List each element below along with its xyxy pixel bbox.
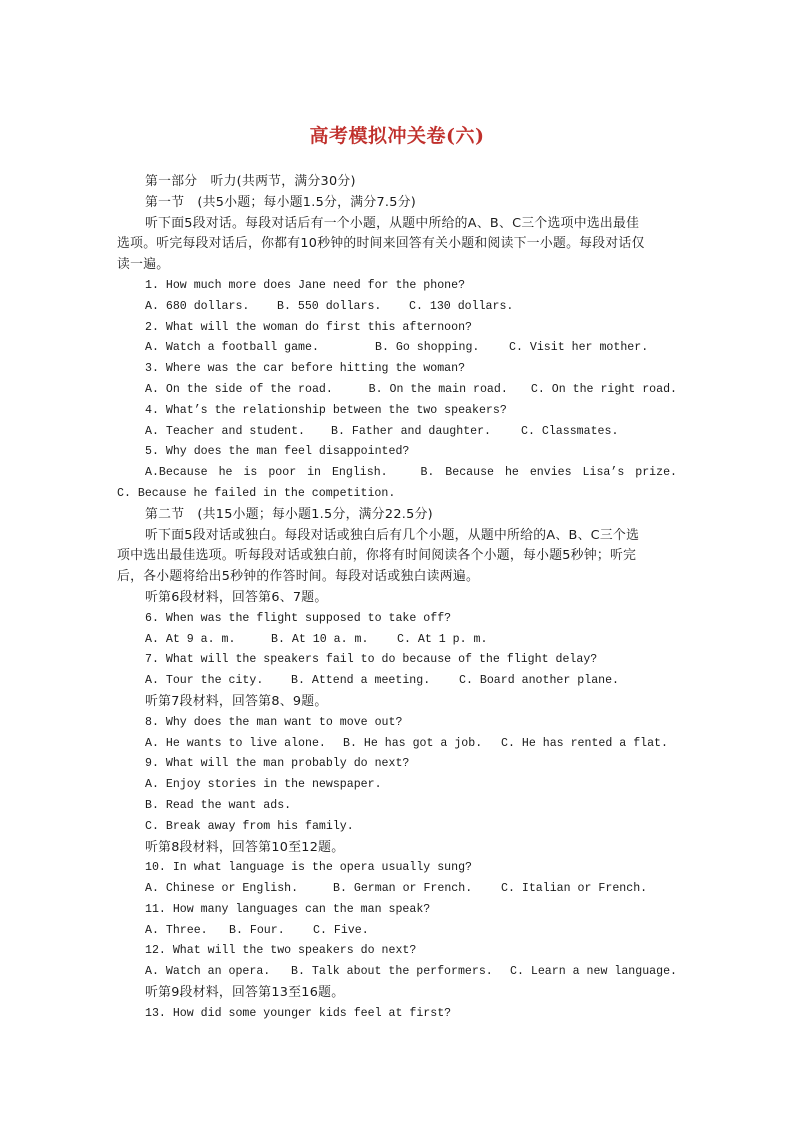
option-a: A. On the side of the road. xyxy=(145,382,333,396)
question-3-stem: 3. Where was the car before hitting the woman? xyxy=(145,362,466,376)
question-4-stem: 4. What’s the relationship between the two speakers? xyxy=(145,403,507,417)
question-4-options xyxy=(117,422,677,443)
option-a: A. He wants to live alone. xyxy=(145,736,326,750)
question-12-options xyxy=(117,962,677,983)
option-a: A. Watch an opera. xyxy=(145,965,271,979)
question-10-stem: 10. In what language is the opera usually sung? xyxy=(145,861,472,875)
option-c: C. On the right road. xyxy=(530,382,677,396)
option-c: C. At 1 p. m. xyxy=(397,632,488,646)
option-b: B. Father and daughter. xyxy=(331,424,492,438)
option-a: A. Chinese or English. xyxy=(145,882,299,896)
section2-instruction-line3: 后，各小题将给出5秒钟的作答时间。每段对话或独白读两遍。 xyxy=(117,569,480,585)
option-a: A. Teacher and student. xyxy=(145,424,306,438)
question-6-options xyxy=(117,630,677,651)
question-11-options xyxy=(117,921,677,942)
question-9-option-c: C. Break away from his family. xyxy=(145,819,354,833)
question-2-stem: 2. What will the woman do first this afternoon? xyxy=(145,320,472,334)
option-c: C. 130 dollars. xyxy=(409,299,514,313)
question-12-stem: 12. What will the two speakers do next? xyxy=(145,944,417,958)
section1-instruction-line1: 听下面5段对话。每段对话后有一个小题，从题中所给的A、B、C三个选项中选出最佳 xyxy=(145,215,640,231)
option-c: C. Classmates. xyxy=(521,424,619,438)
question-9-option-a: A. Enjoy stories in the newspaper. xyxy=(145,778,382,792)
option-c: C. He has rented a flat. xyxy=(501,736,668,750)
option-a: A. Three. xyxy=(145,923,208,937)
question-7-stem: 7. What will the speakers fail to do because of the flight delay? xyxy=(145,653,598,667)
section1-instruction-line3: 读一遍。 xyxy=(117,257,170,273)
question-9-stem: 9. What will the man probably do next? xyxy=(145,757,410,771)
exam-content xyxy=(117,172,677,1025)
section2-instruction-line1: 听下面5段对话或独白。每段对话或独白后有几个小题，从题中所给的A、B、C三个选 xyxy=(145,527,640,543)
option-b: B. Talk about the performers. xyxy=(291,965,493,979)
option-b: B. German or French. xyxy=(333,882,473,896)
part1-heading: 第一部分 听力(共两节，满分30分) xyxy=(145,174,356,189)
question-8-options xyxy=(117,734,677,755)
option-b: B. Four. xyxy=(229,923,285,937)
question-5-options-row1 xyxy=(117,463,677,484)
option-c: C. Learn a new language. xyxy=(510,965,677,979)
option-b: B. Because he envies Lisa’s prize. xyxy=(420,466,677,480)
section2-instruction-line2: 项中选出最佳选项。听每段对话或独白前，你将有时间阅读各个小题，每小题5秒钟；听完 xyxy=(117,548,637,564)
option-b: B. Go shopping. xyxy=(375,341,480,355)
question-13-stem: 13. How did some younger kids feel at first? xyxy=(145,1006,452,1020)
question-10-options xyxy=(117,879,677,900)
question-2-options xyxy=(117,338,677,359)
option-b: B. 550 dollars. xyxy=(277,299,382,313)
option-b: B. He has got a job. xyxy=(343,736,483,750)
question-5-option-c: C. Because he failed in the competition. xyxy=(117,486,396,500)
option-c: C. Five. xyxy=(313,923,369,937)
option-b: B. At 10 a. m. xyxy=(271,632,369,646)
option-c: C. Board another plane. xyxy=(459,674,620,688)
question-6-stem: 6. When was the flight supposed to take off? xyxy=(145,611,452,625)
option-a: A.Because he is poor in English. xyxy=(145,466,388,480)
page-title: 高考模拟冲关卷(六) xyxy=(309,125,485,147)
question-11-stem: 11. How many languages can the man speak? xyxy=(145,902,431,916)
option-b: B. On the main road. xyxy=(368,382,508,396)
question-9-option-b: B. Read the want ads. xyxy=(145,798,292,812)
question-3-options xyxy=(117,380,677,401)
section2-heading: 第二节 (共15小题；每小题1.5分，满分22.5分) xyxy=(145,506,433,522)
section1-heading: 第一节 (共5小题；每小题1.5分，满分7.5分) xyxy=(145,194,417,210)
section1-instruction-line2: 选项。听完每段对话后，你都有10秒钟的时间来回答有关小题和阅读下一小题。每段对话仅 xyxy=(117,236,645,252)
material-9-label: 听第9段材料，回答第13至16题。 xyxy=(145,985,345,1001)
question-8-stem: 8. Why does the man want to move out? xyxy=(145,715,403,729)
material-6-label: 听第6段材料，回答第6、7题。 xyxy=(145,589,328,605)
question-7-options xyxy=(117,671,677,692)
material-7-label: 听第7段材料，回答第8、9题。 xyxy=(145,693,328,709)
option-a: A. 680 dollars. xyxy=(145,299,250,313)
option-a: A. Tour the city. xyxy=(145,674,264,688)
question-1-options xyxy=(117,297,677,318)
material-8-label: 听第8段材料，回答第10至12题。 xyxy=(145,839,345,855)
question-5-stem: 5. Why does the man feel disappointed? xyxy=(145,445,410,459)
option-c: C. Italian or French. xyxy=(501,882,648,896)
option-c: C. Visit her mother. xyxy=(509,341,649,355)
option-b: B. Attend a meeting. xyxy=(291,674,431,688)
option-a: A. At 9 a. m. xyxy=(145,632,236,646)
question-1-stem: 1. How much more does Jane need for the phone? xyxy=(145,278,466,292)
option-a: A. Watch a football game. xyxy=(145,341,319,355)
